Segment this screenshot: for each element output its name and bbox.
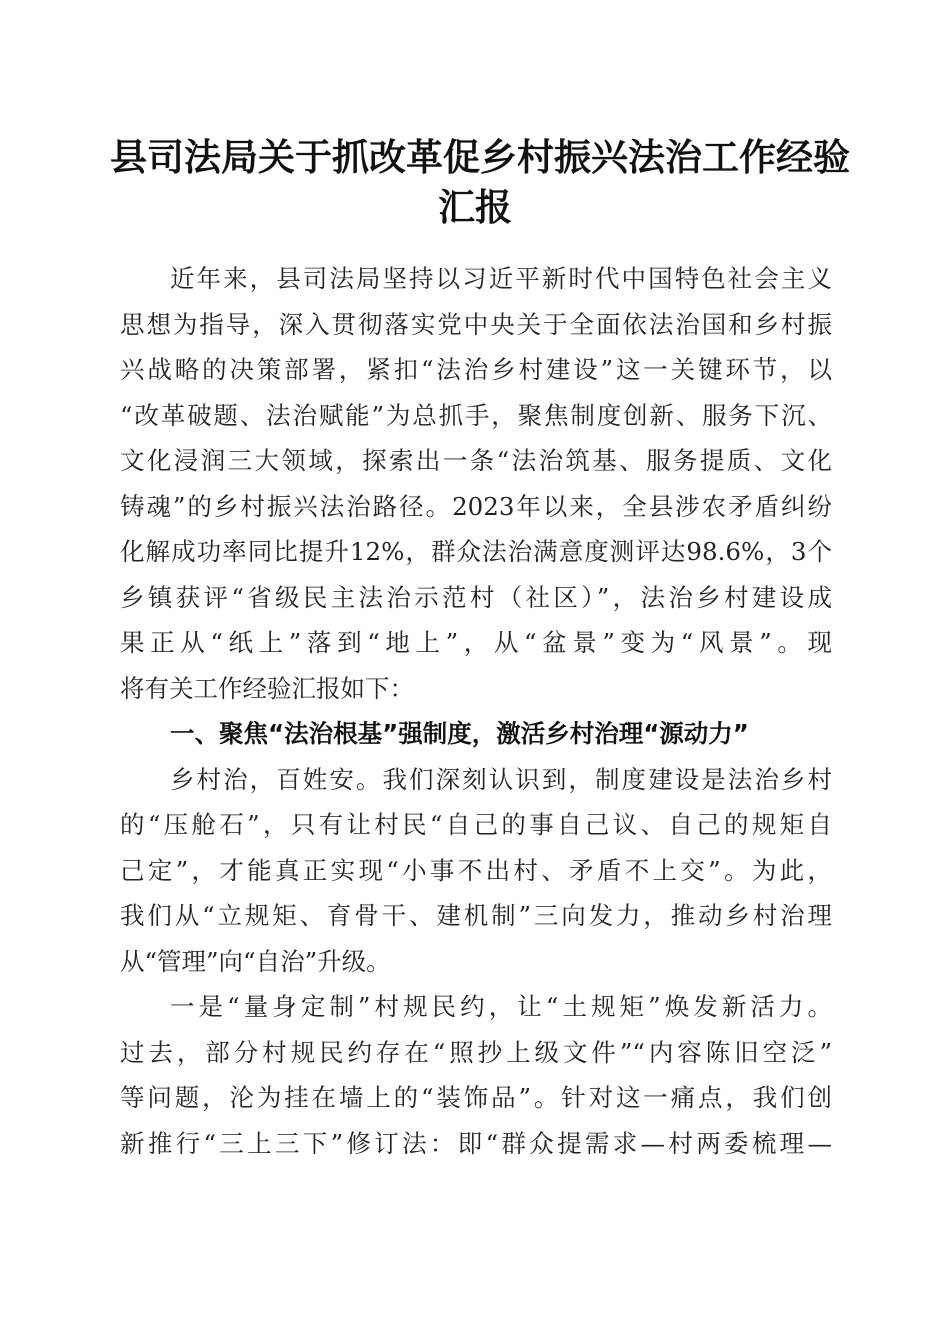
intro-paragraph	[120, 256, 832, 711]
text-line: “改革破题、法治赋能”为总抓手，聚焦制度创新、服务下沉、	[120, 400, 832, 430]
text-line: 乡村治，百姓安。我们深刻认识到，制度建设是法治乡村	[170, 764, 832, 794]
document-title	[110, 132, 850, 232]
text-line: 文化浸润三大领域，探索出一条“法治筑基、服务提质、文化	[120, 446, 832, 475]
title-line-2: 汇报	[438, 185, 512, 229]
text-line: 乡镇获评“省级民主法治示范村（社区）”，法治乡村建设成	[120, 582, 832, 612]
text-line: 己定”，才能真正实现“小事不出村、矛盾不上交”。为此，	[120, 855, 832, 885]
text-line: 将有关工作经验汇报如下：	[120, 673, 414, 703]
text-line: 的“压舱石”，只有让村民“自己的事自己议、自己的规矩自	[120, 810, 832, 839]
point1-paragraph	[120, 984, 832, 1166]
text-line: 我们从“立规矩、育骨干、建机制”三向发力，推动乡村治理	[120, 901, 832, 930]
text-line: 等问题，沦为挂在墙上的“装饰品”。针对这一痛点，我们创	[120, 1083, 832, 1112]
document-body	[120, 256, 832, 1166]
title-line-1: 县司法局关于抓改革促乡村振兴法治工作经验	[110, 135, 850, 179]
text-line: 兴战略的决策部署，紧扣“法治乡村建设”这一关键环节，以	[120, 355, 832, 384]
text-line: 铸魂”的乡村振兴法治路径。2023年以来，全县涉农矛盾纠纷	[120, 491, 832, 521]
text-line: 新推行“三上三下”修订法：即“群众提需求—村两委梳理—	[120, 1128, 832, 1158]
text-line: 从“管理”向“自治”升级。	[120, 946, 391, 976]
section-heading: 一、聚焦“法治根基”强制度，激活乡村治理“源动力”	[170, 719, 749, 748]
section1-paragraph	[120, 757, 832, 985]
text-line: 果正从“纸上”落到“地上”，从“盆景”变为“风景”。现	[120, 628, 832, 657]
text-line: 化解成功率同比提升12%，群众法治满意度测评达98.6%，3个	[120, 537, 832, 566]
text-line: 思想为指导，深入贯彻落实党中央关于全面依法治国和乡村振	[120, 309, 832, 339]
text-line: 近年来，县司法局坚持以习近平新时代中国特色社会主义	[170, 264, 832, 293]
text-line: 过去，部分村规民约存在“照抄上级文件”“内容陈旧空泛”	[120, 1037, 832, 1067]
text-line: 一是“量身定制”村规民约，让“土规矩”焕发新活力。	[170, 992, 832, 1021]
